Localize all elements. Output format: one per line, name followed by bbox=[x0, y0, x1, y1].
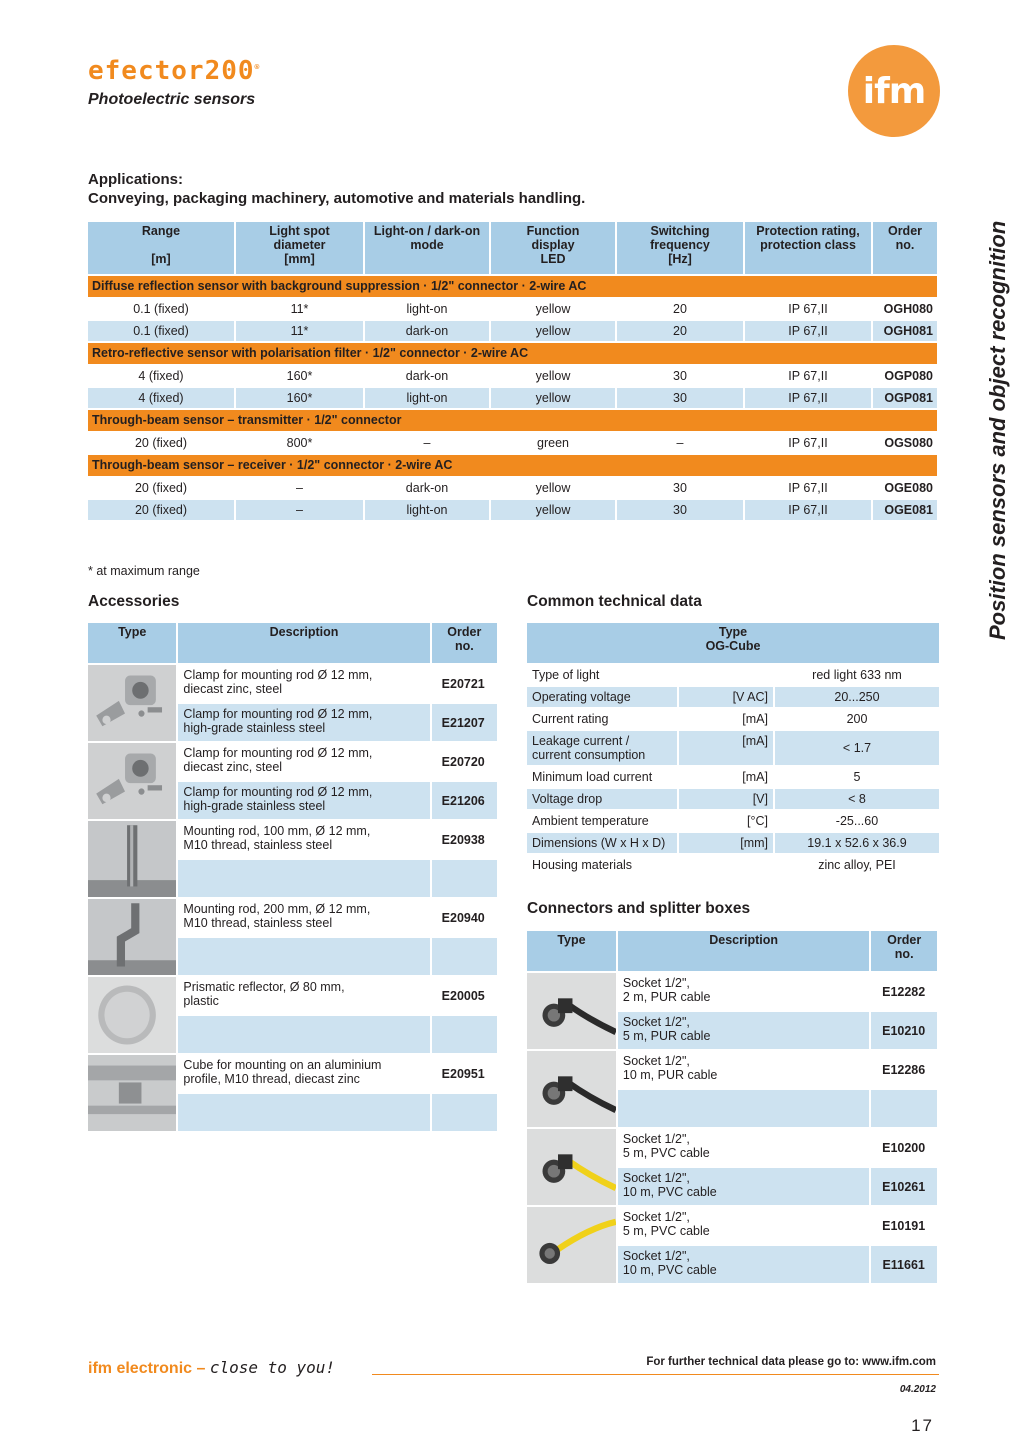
description-line: 5 m, PVC cable bbox=[622, 1224, 710, 1238]
tech-row bbox=[527, 731, 939, 765]
accessories-table bbox=[86, 621, 499, 1133]
technical-header bbox=[527, 623, 939, 663]
group-row bbox=[88, 455, 937, 476]
accessory-description bbox=[178, 782, 429, 819]
group-title: Through-beam sensor – receiver · 1/2" connector · 2-wire AC bbox=[88, 455, 937, 476]
accessory-description bbox=[178, 1094, 429, 1131]
table-cell: 11* bbox=[236, 321, 363, 341]
accessory-row bbox=[88, 1055, 497, 1092]
accessory-description bbox=[178, 821, 429, 858]
connector-description bbox=[618, 1246, 869, 1283]
description-line: Socket 1/2", bbox=[622, 976, 690, 990]
table-cell: IP 67,II bbox=[788, 481, 828, 495]
accessories-body bbox=[88, 665, 497, 1131]
description-line: 10 m, PVC cable bbox=[622, 1185, 717, 1199]
group-row bbox=[88, 276, 937, 297]
accessories-description-header: Description bbox=[178, 623, 429, 663]
side-section-title: Position sensors and object recognition bbox=[985, 220, 1010, 640]
connector-image bbox=[527, 1207, 616, 1283]
description-line: Socket 1/2", bbox=[622, 1171, 690, 1185]
header-line: no. bbox=[895, 238, 915, 252]
header-line bbox=[368, 252, 486, 266]
order-number: OGE081 bbox=[873, 500, 937, 520]
clamp-image bbox=[88, 743, 176, 819]
connector-image bbox=[527, 973, 616, 1049]
description-line: 10 m, PVC cable bbox=[622, 1263, 717, 1277]
description-line: M10 thread, stainless steel bbox=[183, 838, 333, 852]
table-row bbox=[88, 299, 937, 319]
accessory-order-number bbox=[432, 860, 497, 897]
order-header-line1: Order bbox=[447, 625, 482, 639]
mounting-rod-image bbox=[88, 821, 176, 897]
connector-order-number: E10200 bbox=[882, 1140, 926, 1155]
tech-label-line: Voltage drop bbox=[532, 792, 603, 806]
description-line: Clamp for mounting rod Ø 12 mm, bbox=[183, 707, 373, 721]
description-line: Clamp for mounting rod Ø 12 mm, bbox=[183, 785, 373, 799]
technical-data-title: Common technical data bbox=[527, 593, 702, 610]
technical-type-header bbox=[527, 623, 939, 663]
description-line: profile, M10 thread, diecast zinc bbox=[183, 1072, 360, 1086]
header-line: Switching bbox=[650, 224, 710, 238]
table-cell: 4 (fixed) bbox=[138, 369, 184, 383]
description-line: 5 m, PVC cable bbox=[622, 1146, 710, 1160]
connector-image bbox=[527, 1129, 616, 1205]
tech-unit bbox=[679, 855, 773, 875]
order-number: OGH080 bbox=[883, 302, 933, 316]
tech-row bbox=[527, 665, 939, 685]
tech-unit: [mm] bbox=[679, 833, 773, 853]
tech-label-line: Housing materials bbox=[532, 858, 633, 872]
socket-cable-image bbox=[527, 1051, 616, 1127]
description-line: high-grade stainless steel bbox=[183, 799, 326, 813]
table-cell: light-on bbox=[406, 302, 448, 316]
accessory-row bbox=[88, 821, 497, 858]
accessory-order-number: E20938 bbox=[441, 832, 485, 847]
table-cell: 800* bbox=[286, 436, 313, 450]
connector-row bbox=[527, 1207, 937, 1244]
connectors-header bbox=[527, 931, 937, 971]
table-row bbox=[88, 321, 937, 341]
description-line: Socket 1/2", bbox=[622, 1054, 690, 1068]
footer-slogan: close to you! bbox=[209, 1358, 336, 1377]
table-cell: IP 67,II bbox=[745, 321, 871, 341]
description-line: Socket 1/2", bbox=[622, 1249, 690, 1263]
footer-brand-name: ifm electronic – bbox=[88, 1360, 206, 1377]
product-col-header bbox=[617, 222, 743, 274]
ifm-logo: ifm bbox=[848, 45, 940, 137]
accessory-description bbox=[178, 704, 429, 741]
header-line: display bbox=[531, 238, 575, 252]
header-line: Order bbox=[887, 224, 923, 238]
tech-label-line: Dimensions (W x H x D) bbox=[532, 836, 666, 850]
connectors-table bbox=[525, 929, 939, 1285]
tech-label bbox=[527, 811, 677, 831]
connector-image bbox=[527, 1051, 616, 1127]
footer-website-note[interactable]: For further technical data please go to: www.ifm.com bbox=[646, 1356, 936, 1368]
table-cell: yellow bbox=[491, 500, 615, 520]
connectors-description-header: Description bbox=[618, 931, 869, 971]
table-cell: green bbox=[537, 436, 569, 450]
description-line: Mounting rod, 100 mm, Ø 12 mm, bbox=[183, 824, 371, 838]
description-line: high-grade stainless steel bbox=[183, 721, 326, 735]
tech-row bbox=[527, 811, 939, 831]
accessory-order-number: E20940 bbox=[441, 910, 485, 925]
description-line: 2 m, PUR cable bbox=[622, 990, 711, 1004]
accessory-description bbox=[178, 899, 429, 936]
accessory-order-number: E20721 bbox=[441, 676, 485, 691]
accessory-order-number: E20951 bbox=[441, 1066, 485, 1081]
tech-value: < 8 bbox=[775, 789, 939, 809]
tech-unit bbox=[679, 665, 773, 685]
description-line: 5 m, PUR cable bbox=[622, 1029, 711, 1043]
tech-label-line: Ambient temperature bbox=[532, 814, 649, 828]
description-line: 10 m, PUR cable bbox=[622, 1068, 718, 1082]
tech-label bbox=[527, 709, 677, 729]
connector-row bbox=[527, 973, 937, 1010]
table-cell: 20 (fixed) bbox=[88, 500, 234, 520]
tech-unit: [V AC] bbox=[679, 687, 773, 707]
header-line: Light spot bbox=[269, 224, 330, 238]
applications-text: Conveying, packaging machinery, automotive and materials handling. bbox=[88, 190, 586, 207]
description-line: M10 thread, stainless steel bbox=[183, 916, 333, 930]
tech-label-line: Current rating bbox=[532, 712, 609, 726]
table-cell: 20 (fixed) bbox=[134, 436, 188, 450]
technical-header-line1: Type bbox=[718, 625, 748, 639]
product-col-header bbox=[745, 222, 871, 274]
table-cell: light-on bbox=[365, 388, 489, 408]
table-cell: 30 bbox=[617, 500, 743, 520]
tech-row bbox=[527, 789, 939, 809]
header-line: [Hz] bbox=[668, 252, 692, 266]
connector-order-number: E10261 bbox=[871, 1168, 937, 1205]
accessory-description bbox=[178, 1055, 429, 1092]
tech-row bbox=[527, 833, 939, 853]
table-cell: 0.1 (fixed) bbox=[88, 321, 234, 341]
accessory-description bbox=[178, 860, 429, 897]
accessory-order-number bbox=[432, 938, 497, 975]
table-cell: IP 67,II bbox=[788, 302, 828, 316]
conn-order-header-line1: Order bbox=[887, 933, 922, 947]
accessory-image bbox=[88, 665, 176, 741]
tech-value: 5 bbox=[853, 770, 861, 784]
table-row bbox=[88, 500, 937, 520]
group-title: Diffuse reflection sensor with background suppression · 1/2" connector · 2-wire AC bbox=[88, 276, 937, 297]
table-cell: IP 67,II bbox=[788, 436, 828, 450]
tech-row bbox=[527, 767, 939, 787]
accessory-row bbox=[88, 743, 497, 780]
footer-brand bbox=[88, 1358, 335, 1378]
connector-order-number bbox=[871, 1090, 937, 1127]
connector-description bbox=[618, 1090, 869, 1127]
tech-value: 200 bbox=[846, 712, 868, 726]
tech-row bbox=[527, 709, 939, 729]
group-title: Retro-reflective sensor with polarisation filter · 1/2" connector · 2-wire AC bbox=[88, 343, 937, 364]
header-line: [mm] bbox=[284, 252, 315, 266]
product-table-header bbox=[88, 222, 937, 274]
table-cell: yellow bbox=[535, 481, 571, 495]
table-cell: light-on bbox=[365, 500, 489, 520]
header-line: Function bbox=[526, 224, 580, 238]
header-line: mode bbox=[410, 238, 444, 252]
connectors-title: Connectors and splitter boxes bbox=[527, 900, 751, 917]
tech-label bbox=[527, 855, 677, 875]
description-line: Mounting rod, 200 mm, Ø 12 mm, bbox=[183, 902, 371, 916]
tech-unit: [mA] bbox=[742, 770, 768, 784]
tech-unit: [V] bbox=[679, 789, 773, 809]
tech-value: 19.1 x 52.6 x 36.9 bbox=[775, 833, 939, 853]
tech-value: 20...250 bbox=[775, 687, 939, 707]
tech-label bbox=[527, 665, 677, 685]
product-col-header bbox=[236, 222, 363, 274]
header-line: LED bbox=[540, 252, 566, 266]
footer-divider bbox=[372, 1374, 939, 1375]
tech-unit: [°C] bbox=[747, 814, 768, 828]
tech-row bbox=[527, 687, 939, 707]
connector-order-number: E10191 bbox=[882, 1218, 926, 1233]
table-cell: dark-on bbox=[365, 321, 489, 341]
description-line: Socket 1/2", bbox=[622, 1132, 690, 1146]
conn-order-header-line2: no. bbox=[894, 947, 914, 961]
socket-cable-image bbox=[527, 973, 616, 1049]
table-cell: 30 bbox=[617, 388, 743, 408]
accessory-row bbox=[88, 977, 497, 1014]
header-line: Range bbox=[141, 224, 181, 238]
accessories-order-header bbox=[432, 623, 497, 663]
header-line: Protection rating, bbox=[756, 224, 860, 238]
table-row bbox=[88, 478, 937, 498]
tech-row bbox=[527, 855, 939, 875]
brand-registered-mark: ® bbox=[254, 62, 261, 72]
accessory-image bbox=[88, 977, 176, 1053]
accessory-order-number: E21206 bbox=[432, 782, 497, 819]
group-row bbox=[88, 410, 937, 431]
description-line: diecast zinc, steel bbox=[183, 682, 283, 696]
clamp-image bbox=[88, 665, 176, 741]
tech-label bbox=[527, 789, 677, 809]
accessory-order-number bbox=[432, 1016, 497, 1053]
header-line: frequency bbox=[650, 238, 710, 252]
tech-unit: [mA] bbox=[742, 712, 768, 726]
socket-cable-yellow-image bbox=[527, 1129, 616, 1205]
table-cell: 160* bbox=[286, 369, 313, 383]
applications-block bbox=[88, 170, 585, 208]
tech-label-line: current consumption bbox=[532, 748, 646, 762]
table-cell: 160* bbox=[236, 388, 363, 408]
brand-logo-text bbox=[88, 56, 260, 86]
product-col-header bbox=[88, 222, 234, 274]
header-line bbox=[748, 252, 868, 266]
accessory-description bbox=[178, 977, 429, 1014]
technical-header-line2: OG-Cube bbox=[705, 639, 761, 653]
header-line bbox=[876, 252, 934, 266]
table-cell: yellow bbox=[535, 302, 571, 316]
connectors-order-header bbox=[871, 931, 937, 971]
order-number: OGS080 bbox=[884, 436, 933, 450]
tech-value: < 1.7 bbox=[775, 731, 939, 765]
accessory-image bbox=[88, 821, 176, 897]
table-cell: 11* bbox=[290, 302, 309, 316]
tech-label bbox=[527, 833, 677, 853]
product-col-header bbox=[491, 222, 615, 274]
product-table-body bbox=[88, 276, 937, 520]
table-cell: IP 67,II bbox=[745, 388, 871, 408]
product-table bbox=[86, 220, 939, 522]
applications-label: Applications: bbox=[88, 171, 184, 188]
table-cell: yellow bbox=[491, 321, 615, 341]
description-line: Socket 1/2", bbox=[622, 1015, 690, 1029]
accessories-title: Accessories bbox=[88, 593, 180, 610]
connector-row bbox=[527, 1051, 937, 1088]
table-cell: – bbox=[296, 481, 303, 495]
accessory-description bbox=[178, 743, 429, 780]
tech-label-line: Type of light bbox=[532, 668, 600, 682]
footer-date: 04.2012 bbox=[899, 1384, 936, 1395]
tech-label-line: Leakage current / bbox=[532, 734, 630, 748]
table-cell: 0.1 (fixed) bbox=[133, 302, 189, 316]
table-row bbox=[88, 433, 937, 453]
table-cell: 4 (fixed) bbox=[88, 388, 234, 408]
connector-description bbox=[618, 1051, 869, 1088]
header-line: protection class bbox=[760, 238, 856, 252]
connector-order-number: E10210 bbox=[871, 1012, 937, 1049]
header-line: Light-on / dark-on bbox=[373, 224, 481, 238]
description-line: plastic bbox=[183, 994, 219, 1008]
brand-name: efector200 bbox=[88, 56, 255, 86]
tech-value: red light 633 nm bbox=[812, 668, 902, 682]
connector-description bbox=[618, 1012, 869, 1049]
header-line bbox=[91, 238, 231, 252]
table-cell: yellow bbox=[491, 388, 615, 408]
description-line: diecast zinc, steel bbox=[183, 760, 283, 774]
table-cell: 20 bbox=[617, 321, 743, 341]
order-number: OGP081 bbox=[873, 388, 937, 408]
table-cell: IP 67,II bbox=[788, 369, 828, 383]
table-cell: yellow bbox=[535, 369, 571, 383]
tech-unit: [mA] bbox=[679, 731, 773, 765]
description-line: Socket 1/2", bbox=[622, 1210, 690, 1224]
table-cell: 20 bbox=[673, 302, 687, 316]
product-col-header bbox=[365, 222, 489, 274]
accessory-order-number: E20720 bbox=[441, 754, 485, 769]
tech-value: -25...60 bbox=[835, 814, 879, 828]
accessory-row bbox=[88, 665, 497, 702]
mounting-rod-bent-image bbox=[88, 899, 176, 975]
accessory-image bbox=[88, 1055, 176, 1131]
connector-order-number: E12282 bbox=[882, 984, 926, 999]
table-row bbox=[88, 388, 937, 408]
socket-cable-straight-image bbox=[527, 1207, 616, 1283]
table-cell: IP 67,II bbox=[745, 500, 871, 520]
description-line: Clamp for mounting rod Ø 12 mm, bbox=[183, 746, 373, 760]
connector-order-number: E12286 bbox=[882, 1062, 926, 1077]
table-row bbox=[88, 366, 937, 386]
order-header-line2: no. bbox=[454, 639, 474, 653]
accessory-description bbox=[178, 938, 429, 975]
order-number: OGH081 bbox=[873, 321, 937, 341]
accessory-description bbox=[178, 1016, 429, 1053]
table-cell: 30 bbox=[673, 481, 687, 495]
tech-label-line: Operating voltage bbox=[532, 690, 631, 704]
table-cell: 30 bbox=[673, 369, 687, 383]
table-cell: – bbox=[236, 500, 363, 520]
technical-data-table bbox=[525, 621, 941, 877]
accessory-description bbox=[178, 665, 429, 702]
table-cell: dark-on bbox=[405, 481, 449, 495]
connector-description bbox=[618, 1207, 869, 1244]
tech-label bbox=[527, 687, 677, 707]
connectors-body bbox=[527, 973, 937, 1283]
description-line: Prismatic reflector, Ø 80 mm, bbox=[183, 980, 345, 994]
group-title: Through-beam sensor – transmitter · 1/2" connector bbox=[88, 410, 937, 431]
table-cell: – bbox=[423, 436, 431, 450]
connector-row bbox=[527, 1129, 937, 1166]
order-number: OGP080 bbox=[884, 369, 933, 383]
accessories-header bbox=[88, 623, 497, 663]
connector-description bbox=[618, 973, 869, 1010]
header-line: [m] bbox=[151, 252, 171, 266]
connector-order-number: E11661 bbox=[871, 1246, 937, 1283]
connector-description bbox=[618, 1129, 869, 1166]
connector-description bbox=[618, 1168, 869, 1205]
header-line: diameter bbox=[273, 238, 326, 252]
table-cell: – bbox=[676, 436, 684, 450]
tech-label bbox=[527, 767, 677, 787]
order-number: OGE080 bbox=[884, 481, 933, 495]
description-line: Clamp for mounting rod Ø 12 mm, bbox=[183, 668, 373, 682]
product-col-header bbox=[873, 222, 937, 274]
accessories-type-header: Type bbox=[88, 623, 176, 663]
accessory-row bbox=[88, 899, 497, 936]
cube-image bbox=[88, 1055, 176, 1131]
technical-body bbox=[527, 665, 939, 875]
accessory-image bbox=[88, 743, 176, 819]
accessory-order-number: E21207 bbox=[432, 704, 497, 741]
page-subtitle: Photoelectric sensors bbox=[88, 91, 256, 108]
table-cell: dark-on bbox=[405, 369, 449, 383]
accessory-order-number bbox=[432, 1094, 497, 1131]
description-line: Cube for mounting on an aluminium bbox=[183, 1058, 382, 1072]
connectors-type-header: Type bbox=[527, 931, 616, 971]
group-row bbox=[88, 343, 937, 364]
accessory-order-number: E20005 bbox=[441, 988, 485, 1003]
tech-value: zinc alloy, PEI bbox=[818, 858, 896, 872]
table-cell: 20 (fixed) bbox=[134, 481, 188, 495]
accessory-image bbox=[88, 899, 176, 975]
reflector-image bbox=[88, 977, 176, 1053]
page-number: 17 bbox=[911, 1416, 934, 1435]
footnote: * at maximum range bbox=[88, 564, 200, 578]
tech-label-line: Minimum load current bbox=[532, 770, 653, 784]
tech-label bbox=[527, 731, 677, 765]
